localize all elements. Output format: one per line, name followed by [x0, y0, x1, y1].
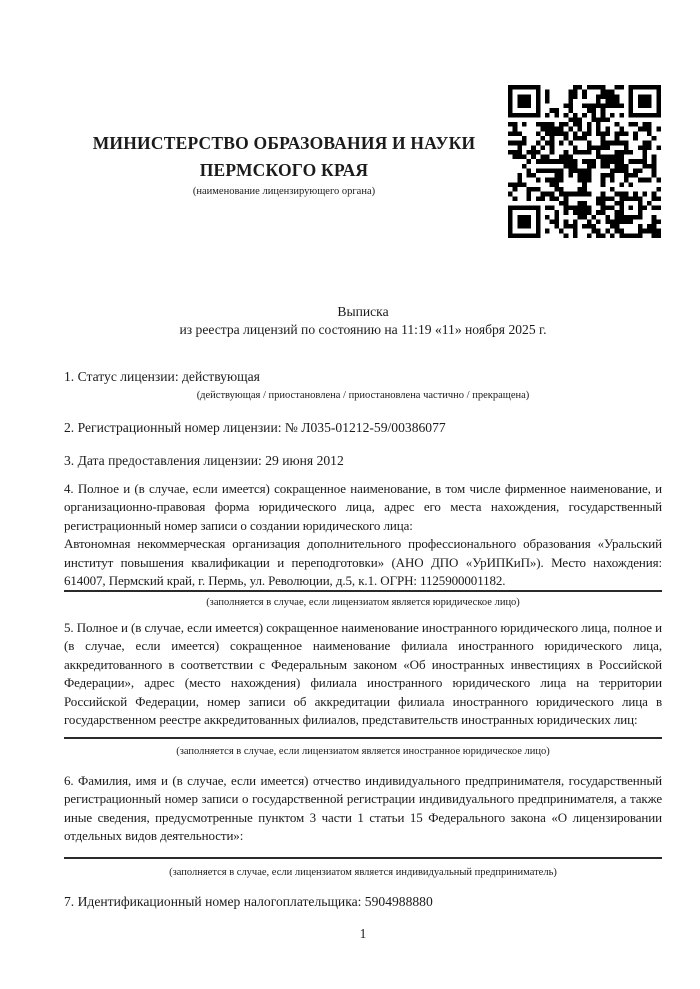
item-taxpayer-number: [64, 893, 662, 911]
item-grant-date: [64, 452, 662, 470]
extract-heading: [64, 303, 662, 338]
item-legal-entity: [64, 480, 662, 609]
foreign-entity-clause: 5. Полное и (в случае, если имеется) сокращенное наименование иностранного юридического лица, полное и (в случае, если имеется) сокращенное наименование филиала иностранного юридического лица, аккредитованного в соответствии с Федеральным законом «Об иностранных инвестициях в Российской Федерации», адрес (место нахождения) филиала иностранного юридического лица на территории Российской Федерации, номер записи об аккредитации филиала иностранного юридического лица в государственном реестре аккредитованных филиалов, представительств иностранных юридических лиц:: [64, 620, 662, 728]
extract-subtitle: из реестра лицензий по состоянию на 11:19 «11» ноября 2025 г.: [179, 321, 547, 337]
grant-date-text: 3. Дата предоставления лицензии: 29 июня 2012: [64, 453, 344, 468]
ministry-caption: (наименование лицензирующего органа): [192, 186, 376, 197]
item-license-status: [64, 368, 662, 402]
individual-entrepreneur-underline: [64, 857, 662, 859]
legal-entity-answer: Автономная некоммерческая организация дополнительного профессионального образования «Уральский институт повышения квалификации и переподготовки» (АНО ДПО «УрИПКиП»). Место нахождения: 614007, Пермский край, г. Пермь, ул. Революции, д.5, к.1. ОГРН: 1125900001182.: [64, 536, 662, 589]
item-foreign-entity: [64, 619, 662, 758]
ministry-name-line2: ПЕРМСКОГО КРАЯ: [199, 160, 369, 180]
license-status-text: 1. Статус лицензии: действующая: [64, 369, 260, 384]
page-number: 1: [359, 926, 367, 941]
foreign-entity-underline: [64, 737, 662, 739]
taxpayer-number-text: 7. Идентификационный номер налогоплательщика: 5904988880: [64, 894, 433, 909]
foreign-entity-caption: (заполняется в случае, если лицензиатом является иностранное юридическое лицо): [176, 746, 550, 758]
item-individual-entrepreneur: [64, 772, 662, 879]
legal-entity-caption: (заполняется в случае, если лицензиатом является юридическое лицо): [206, 597, 520, 609]
extract-title: Выписка: [337, 304, 389, 319]
ministry-name-line1: МИНИСТЕРСТВО ОБРАЗОВАНИЯ И НАУКИ: [92, 133, 476, 153]
legal-entity-clause: 4. Полное и (в случае, если имеется) сокращенное наименование, в том числе фирменное наименование, и организационно-правовая форма юридического лица, адрес его места нахождения, государственный регистрационный номер записи о создании юридического лица:: [64, 481, 662, 533]
licensing-authority-header: [40, 130, 528, 197]
individual-entrepreneur-clause: 6. Фамилия, имя и (в случае, если имеется) отчество индивидуального предпринимателя, государственный регистрационный номер записи о государственной регистрации индивидуального предпринимателя, а также иные сведения, предусмотренные пунктом 3 части 1 статьи 15 Федерального закона «О лицензировании отдельных видов деятельности»:: [64, 773, 662, 844]
registration-number-text: 2. Регистрационный номер лицензии: № Л035-01212-59/00386077: [64, 420, 446, 435]
legal-entity-underline: [64, 590, 662, 592]
individual-entrepreneur-caption: (заполняется в случае, если лицензиатом является индивидуальный предприниматель): [169, 866, 557, 878]
license-status-options-caption: (действующая / приостановлена / приостановлена частично / прекращена): [196, 390, 530, 402]
item-registration-number: [64, 419, 662, 437]
qr-code-icon: [508, 85, 661, 238]
